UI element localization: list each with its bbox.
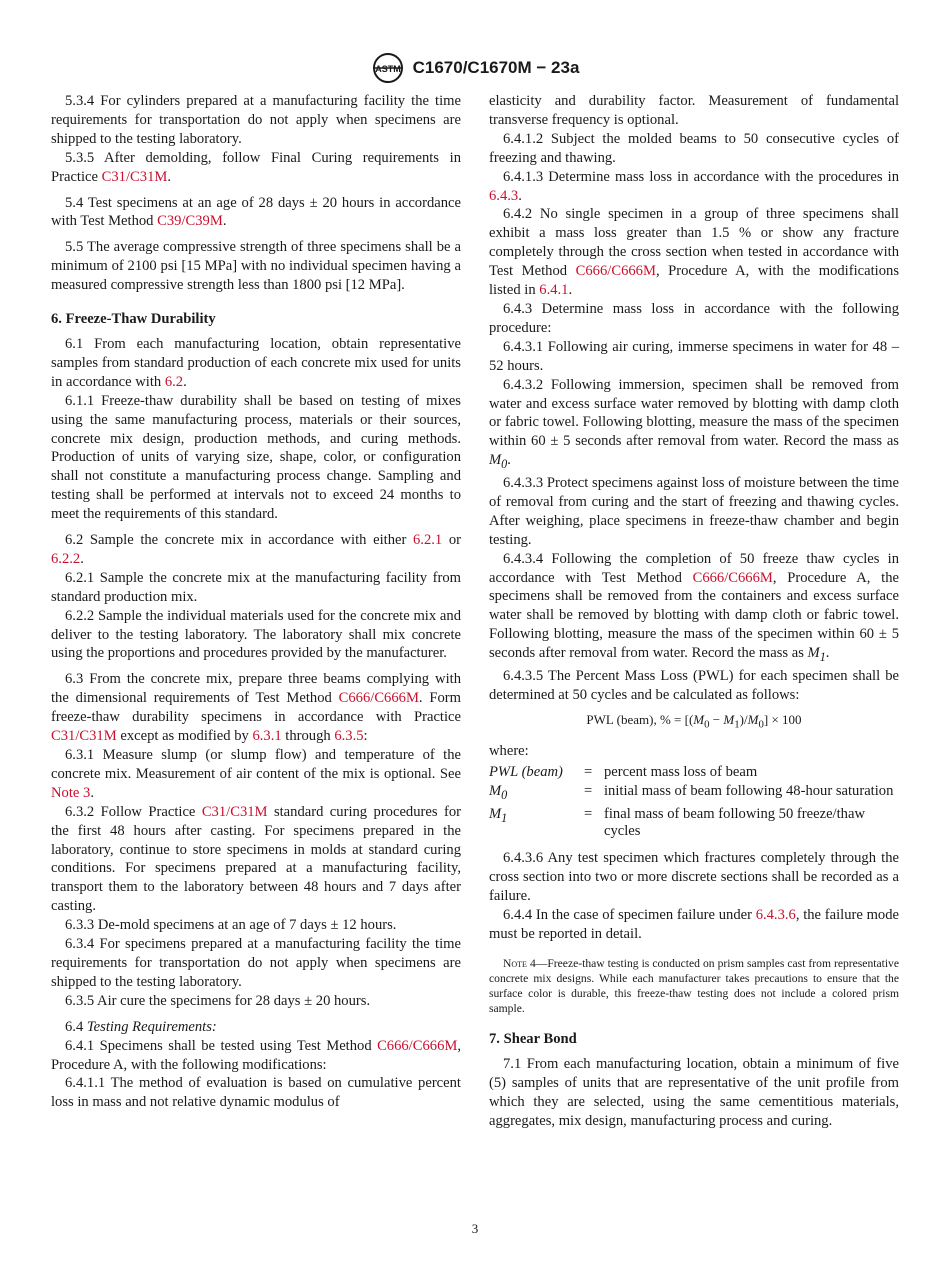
paragraph-6-1: 6.1 From each manufacturing location, obtain representative samples from standard production of each concrete mix used for units in accordance with 6.2. — [51, 335, 461, 390]
paragraph-6-4-3-5: 6.4.3.5 The Percent Mass Loss (PWL) for each specimen shall be determined at 50 cycles and be calculated as follows: — [489, 668, 899, 703]
paragraph-6-4-3-4: 6.4.3.4 Following the completion of 50 freeze thaw cycles in accordance with Test Method C666/C666M, Procedure A, the specimens shall be removed from the containers and excess surface water shall be removed by blotting with damp cloth or fabric towel. Following blotting, measure the mass of the specimen within 60 ± 5 seconds after removal from water. Record the mass as $M_1$. — [489, 550, 899, 665]
paragraph-6-3-4: 6.3.4 For specimens prepared at a manufacturing facility the time requirements for transportation do not apply when specimens are shipped to the testing laboratory. — [51, 936, 461, 990]
xref-link[interactable]: 6.2.1 — [413, 532, 443, 549]
paragraph-6-4-3-3: 6.4.3.3 Protect specimens against loss of moisture between the time of removal from curing and the start of freezing and thawing cycles. After weighing, place specimens in freeze-thaw chamber and begin testing. — [489, 475, 899, 548]
paragraph-6-4-3: 6.4.3 Determine mass loss in accordance with the following procedure: — [489, 300, 899, 336]
xref-link[interactable]: C39/C39M — [157, 213, 223, 230]
section-heading-7: 7. Shear Bond — [489, 1031, 577, 1048]
paragraph-6-4: 6.4 Testing Requirements: — [65, 1018, 217, 1035]
paragraph-6-4-1-2: 6.4.1.2 Subject the molded beams to 50 consecutive cycles of freezing and thawing. — [489, 130, 899, 166]
variable-definitions — [489, 764, 899, 842]
astm-logo-icon — [371, 52, 405, 84]
paragraph-6-3: 6.3 From the concrete mix, prepare three beams complying with the dimensional requirements of Test Method C666/C666M. Form freeze-thaw durability specimens in accordance with Practice C31/C31M except as modified by 6.3.1 through 6.3.5: — [51, 671, 462, 745]
paragraph-6-2-1: 6.2.1 Sample the concrete mix at the manufacturing facility from standard production mix. — [51, 569, 461, 605]
paragraph-6-4-3-2: 6.4.3.2 Following immersion, specimen shall be removed from water and excess surface water removed by blotting with damp cloth or fabric towel. Following blotting, measure the mass of the specimen within 60 ± 5 seconds after removal from water. Record the mass as $M_0$. — [489, 376, 899, 472]
definition-text: initial mass of beam following 48-hour saturation — [604, 783, 894, 800]
paragraph-5-4: 5.4 Test specimens at an age of 28 days ± 20 hours in accordance with Test Method C39/C39M. — [51, 194, 461, 230]
paragraph-6-4-1-1: 6.4.1.1 The method of evaluation is based on cumulative percent loss in mass and not relative dynamic modulus of — [51, 1075, 461, 1111]
paragraph-6-3-3: 6.3.3 De-mold specimens at an age of 7 days ± 12 hours. — [65, 917, 397, 934]
paragraph-7-1: 7.1 From each manufacturing location, obtain a minimum of five (5) samples of units that are representative of the unit profile from which they are selected, using the same cementitious materials, aggregates, mix design, manufacturing process and curing. — [489, 1056, 899, 1130]
paragraph-6-3-5: 6.3.5 Air cure the specimens for 28 days ± 20 hours. — [65, 992, 371, 1009]
xref-link[interactable]: 6.4.3.6 — [755, 906, 796, 923]
paragraph-6-4-1-3: 6.4.1.3 Determine mass loss in accordance with the procedures in 6.4.3. — [489, 168, 899, 204]
where-label: where: — [489, 743, 529, 760]
definition-symbol: PWL (beam) — [489, 764, 563, 781]
xref-link[interactable]: 6.4.3 — [489, 187, 519, 204]
left-column — [51, 92, 461, 1112]
paragraph-6-4-3-6: 6.4.3.6 Any test specimen which fractures completely through the cross section into two or more discrete sections shall be recorded as a failure. — [489, 850, 899, 904]
paragraph-5-5: 5.5 The average compressive strength of three specimens shall be a minimum of 2100 psi [15 MPa] with no individual specimen having a measured compressive strength less than 1800 psi [12 MPa]. — [51, 239, 461, 294]
paragraph-6-4-4: 6.4.4 In the case of specimen failure under 6.4.3.6, the failure mode must be reported in detail. — [489, 906, 899, 942]
definition-row: PWL (beam) = percent mass loss of beam — [489, 764, 899, 783]
xref-link[interactable]: 6.4.1 — [539, 282, 569, 299]
definition-row: $M_1$ = final mass of beam following 50 freeze/thaw cycles — [489, 806, 899, 842]
page-header — [0, 52, 950, 89]
note-4: Note 4—Freeze-thaw testing is conducted on prism samples cast from representative concrete mix designs. While each manufacturer takes precautions to ensure that the surface color is durable, this freeze-thaw testing does not include a colored prism sample. — [489, 956, 899, 1016]
svg-text:ASTM: ASTM — [374, 64, 401, 74]
xref-link[interactable]: C666/C666M — [338, 690, 419, 707]
definition-row: $M_0$ = initial mass of beam following 48-hour saturation — [489, 783, 899, 806]
definition-symbol: $M_1$ — [489, 806, 508, 826]
xref-link[interactable]: C666/C666M — [377, 1037, 458, 1054]
paragraph-6-4-2: 6.4.2 No single specimen in a group of three specimens shall exhibit a mass loss greater than 1.5 % or show any fracture completely through the cross section when tested in accordance with Test Method C666/C666M, Procedure A, with the modifications listed in 6.4.1. — [489, 206, 899, 299]
xref-link[interactable]: C666/C666M — [692, 569, 773, 586]
paragraph-6-2: 6.2 Sample the concrete mix in accordance with either 6.2.1 or 6.2.2. — [51, 532, 461, 567]
xref-link[interactable]: C666/C666M — [575, 263, 656, 280]
paragraph-6-4-1-1-continued: elasticity and durability factor. Measurement of fundamental transverse frequency is optional. — [489, 93, 899, 128]
xref-link[interactable]: 6.2.2 — [51, 550, 81, 567]
page-number: 3 — [471, 1221, 479, 1236]
right-column — [489, 92, 899, 1131]
definition-text: final mass of beam following 50 freeze/thaw cycles — [604, 806, 865, 840]
xref-link[interactable]: C31/C31M — [201, 803, 268, 820]
xref-link[interactable]: 6.2 — [164, 373, 184, 390]
xref-link[interactable]: 6.3.1 — [252, 728, 282, 745]
xref-link[interactable]: 6.3.5 — [334, 728, 364, 745]
xref-link[interactable]: Note 3 — [51, 784, 91, 801]
section-heading-6: 6. Freeze-Thaw Durability — [51, 311, 216, 328]
paragraph-6-3-1: 6.3.1 Measure slump (or slump flow) and temperature of the concrete mix. Measurement of air content of the mix is optional. See Note 3. — [51, 747, 461, 801]
paragraph-6-3-2: 6.3.2 Follow Practice C31/C31M standard curing procedures for the first 48 hours after casting. For specimens prepared in the laboratory, continue to store specimens in molds at standard curing conditions. For specimens prepared at a manufacturing facility, transport them to the laboratory between 48 hours and 7 days after casting. — [51, 803, 461, 915]
paragraph-5-3-5: 5.3.5 After demolding, follow Final Curing requirements in Practice C31/C31M. — [51, 149, 461, 185]
paragraph-6-4-3-1: 6.4.3.1 Following air curing, immerse specimens in water for 48 – 52 hours. — [489, 338, 899, 374]
pwl-equation: PWL (beam), % = $[(M_0 - M_1)/M_0] \times 100$ — [586, 711, 802, 731]
document-id: C1670/C1670M − 23a — [412, 58, 580, 77]
definition-symbol: $M_0$ — [489, 783, 508, 803]
paragraph-5-3-4: 5.3.4 For cylinders prepared at a manufacturing facility the time requirements for transportation do not apply when specimens are shipped to the testing laboratory. — [51, 93, 461, 147]
paragraph-6-4-1: 6.4.1 Specimens shall be tested using Test Method C666/C666M, Procedure A, with the following modifications: — [51, 1037, 461, 1073]
paragraph-6-1-1: 6.1.1 Freeze-thaw durability shall be based on testing of mixes using the same manufacturing process, materials or their sources, concrete mix design, production methods, and curing methods. Production of units of varying size, shape, color, or configuration shall not constitute a manufacturing process change. Sampling and testing shall be performed at intervals not to exceed 24 months to meet the requirements of this standard. — [51, 392, 461, 523]
xref-link[interactable]: C31/C31M — [51, 728, 117, 745]
paragraph-6-2-2: 6.2.2 Sample the individual materials used for the concrete mix and deliver to the testing laboratory. The laboratory shall mix concrete using the proportions and procedures provided by the manufacturer. — [51, 607, 461, 662]
definition-text: percent mass loss of beam — [604, 764, 758, 781]
xref-link[interactable]: C31/C31M — [101, 168, 168, 185]
